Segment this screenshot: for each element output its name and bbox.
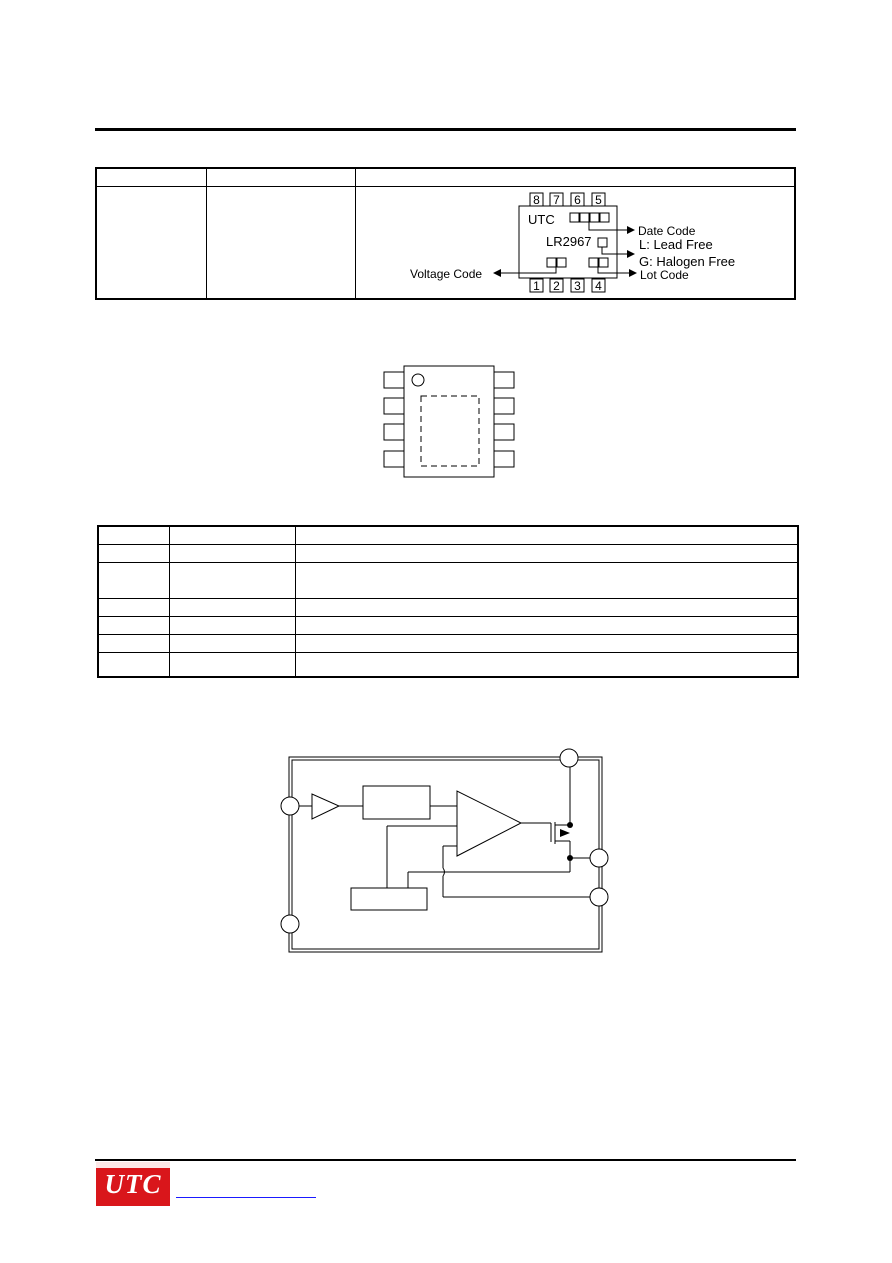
- block-frame-inner: [292, 760, 599, 949]
- bias-block: [351, 888, 427, 910]
- top-pin: [592, 193, 605, 207]
- svg-text:6: 6: [574, 193, 581, 207]
- package-pin: [494, 424, 514, 440]
- table-row: [98, 544, 798, 562]
- svg-text:1: 1: [533, 279, 540, 293]
- package-pin: [384, 424, 404, 440]
- pin-header-cell: [296, 526, 799, 544]
- pin-configuration-drawing: [0, 360, 892, 490]
- top-pin: [571, 193, 584, 207]
- marking-diagram: [0, 0, 892, 310]
- voltage-code-boxes: [547, 258, 566, 267]
- input-pin: [281, 797, 299, 815]
- reference-block: [363, 786, 430, 819]
- package-pin: [494, 398, 514, 414]
- table-row: [98, 634, 798, 652]
- package-body: [404, 366, 494, 477]
- package-pin: [494, 372, 514, 388]
- package-pin: [384, 372, 404, 388]
- table-row: [98, 562, 798, 598]
- date-code-leader: [589, 222, 634, 230]
- svg-text:7: 7: [553, 193, 560, 207]
- package-pin: [384, 451, 404, 467]
- mosfet-body-diode: [560, 829, 570, 837]
- bottom-pin: [592, 279, 605, 293]
- package-pin: [494, 451, 514, 467]
- voltage-code-leader: [494, 267, 556, 273]
- top-pin: [530, 193, 543, 207]
- pin1-indicator: [412, 374, 424, 386]
- table-row: [98, 616, 798, 634]
- pin-description-table: [97, 525, 799, 678]
- utc-logo: [96, 1162, 170, 1206]
- part-number: LR2967: [546, 234, 592, 249]
- halogen-free-label: G: Halogen Free: [639, 254, 736, 269]
- date-code-label: Date Code: [638, 224, 696, 238]
- pin-header-cell: [170, 526, 296, 544]
- brand-mark: UTC: [528, 212, 555, 227]
- exposed-pad: [421, 396, 479, 466]
- block-diagram: [0, 740, 892, 960]
- lead-free-label: L: Lead Free: [639, 237, 713, 252]
- buffer-symbol: [312, 794, 339, 819]
- svg-text:4: 4: [595, 279, 602, 293]
- top-pin: [550, 193, 563, 207]
- footer-rule: [95, 1159, 796, 1161]
- logo-stripe: [96, 1162, 170, 1168]
- svg-text:8: 8: [533, 193, 540, 207]
- output-pin: [590, 849, 608, 867]
- error-amplifier: [457, 791, 521, 856]
- svg-text:5: 5: [595, 193, 602, 207]
- table-row: [98, 652, 798, 677]
- table-row: [98, 598, 798, 616]
- ground-pin: [281, 915, 299, 933]
- supply-pin: [560, 749, 578, 767]
- bottom-pin: [571, 279, 584, 293]
- lead-code-box: [598, 238, 607, 247]
- logo-text: UTC: [104, 1169, 162, 1199]
- feedback-pin: [590, 888, 608, 906]
- svg-text:2: 2: [553, 279, 560, 293]
- date-code-boxes: [570, 213, 609, 222]
- bottom-pin: [530, 279, 543, 293]
- lead-free-leader: [602, 247, 634, 254]
- pin-header-cell: [98, 526, 170, 544]
- bottom-pin: [550, 279, 563, 293]
- lot-code-boxes: [589, 258, 608, 267]
- svg-text:3: 3: [574, 279, 581, 293]
- website-link[interactable]: [176, 1196, 316, 1198]
- lot-code-label: Lot Code: [640, 268, 689, 282]
- voltage-code-label: Voltage Code: [410, 267, 483, 281]
- package-pin: [384, 398, 404, 414]
- block-frame-outer: [289, 757, 602, 952]
